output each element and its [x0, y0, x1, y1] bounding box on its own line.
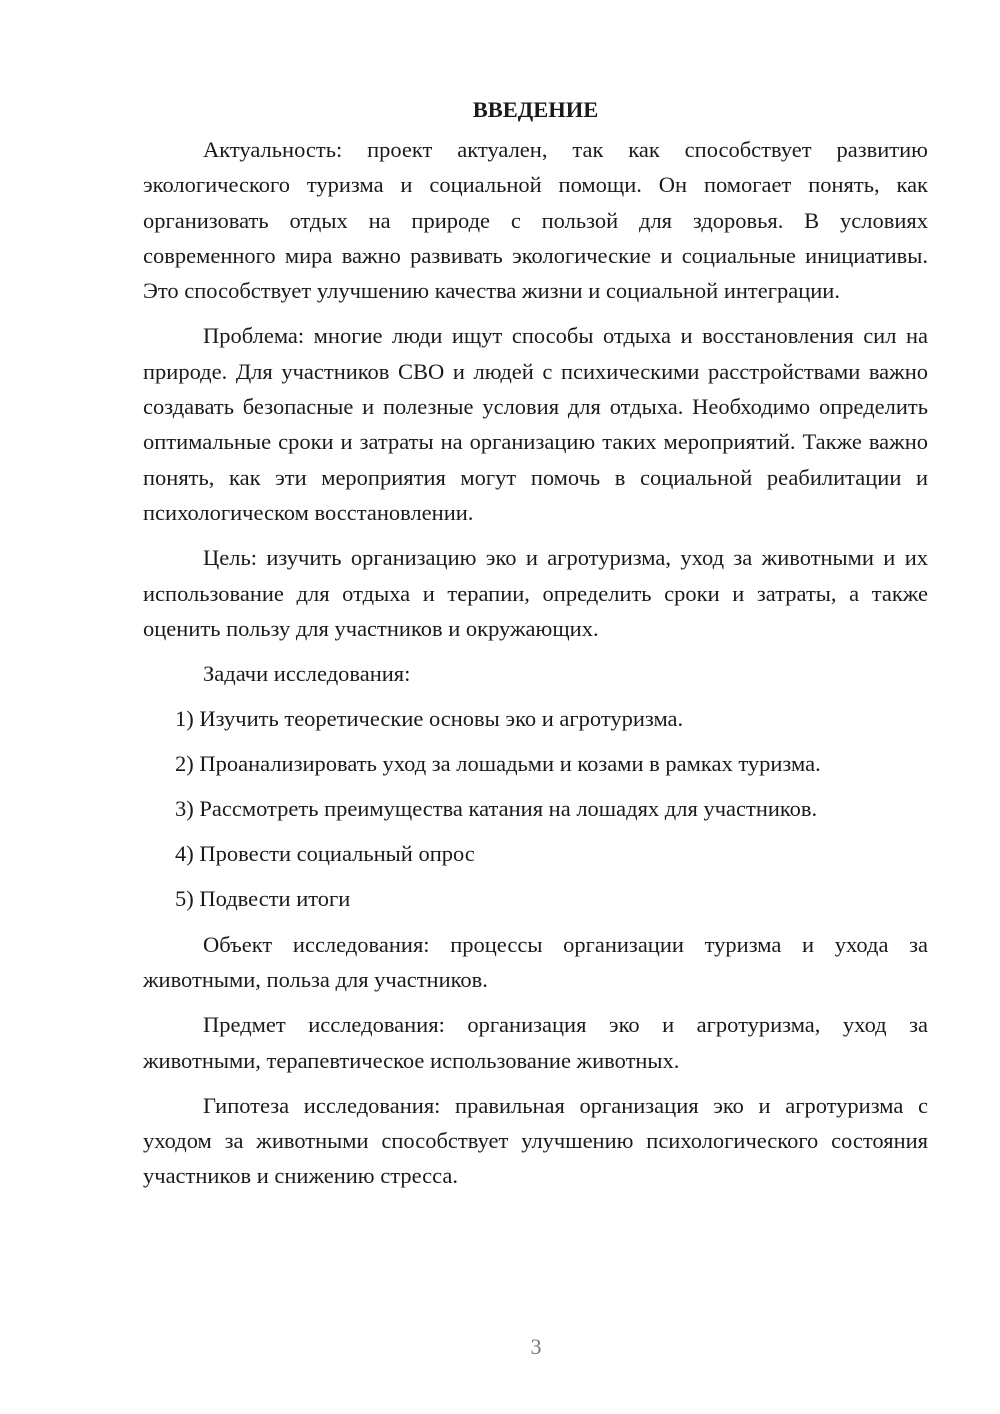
paragraph-goal: Цель: изучить организацию эко и агротуризма, уход за животными и их использование для отдыха и терапии, определить сроки и затраты, а также оценить пользу для участников и окружающих. [143, 545, 928, 641]
list-item: 4) Провести социальный опрос [175, 841, 475, 867]
paragraph-problem: Проблема: многие люди ищут способы отдыха и восстановления сил на природе. Для участников СВО и людей с психическими расстройствами важно создавать безопасные и полезные условия для отдыха. Необходимо определить оптимальные сроки и затраты на организацию таких мероприятий. Также важно понять, как эти мероприятия могут помочь в социальной реабилитации и психологическом восстановлении. [143, 323, 928, 525]
paragraph-relevance: Актуальность: проект актуален, так как способствует развитию экологического туризма и социальной помощи. Он помогает понять, как организовать отдых на природе с пользой для здоровья. В условиях современного мира важно развивать экологические и социальные инициативы. Это способствует улучшению качества жизни и социальной интеграции. [143, 137, 928, 304]
list-item: 3) Рассмотреть преимущества катания на лошадях для участников. [175, 796, 818, 822]
page-number: 3 [530, 1334, 542, 1359]
paragraph-object: Объект исследования: процессы организации туризма и ухода за животными, польза для участников. [143, 931, 928, 992]
list-item: 5) Подвести итоги [175, 886, 351, 912]
tasks-heading: Задачи исследования: [203, 661, 411, 687]
list-item: 2) Проанализировать уход за лошадьми и козами в рамках туризма. [175, 751, 821, 777]
page-content [143, 91, 928, 1204]
list-item: 1) Изучить теоретические основы эко и агротуризма. [175, 706, 684, 732]
page-title: ВВЕДЕНИЕ [472, 97, 599, 122]
task-list [143, 701, 928, 916]
paragraph-subject: Предмет исследования: организация эко и агротуризма, уход за животными, терапевтическое использование животных. [143, 1012, 928, 1073]
paragraph-hypothesis: Гипотеза исследования: правильная организация эко и агротуризма с уходом за животными способствует улучшению психологического состояния участников и снижению стресса. [143, 1092, 928, 1189]
